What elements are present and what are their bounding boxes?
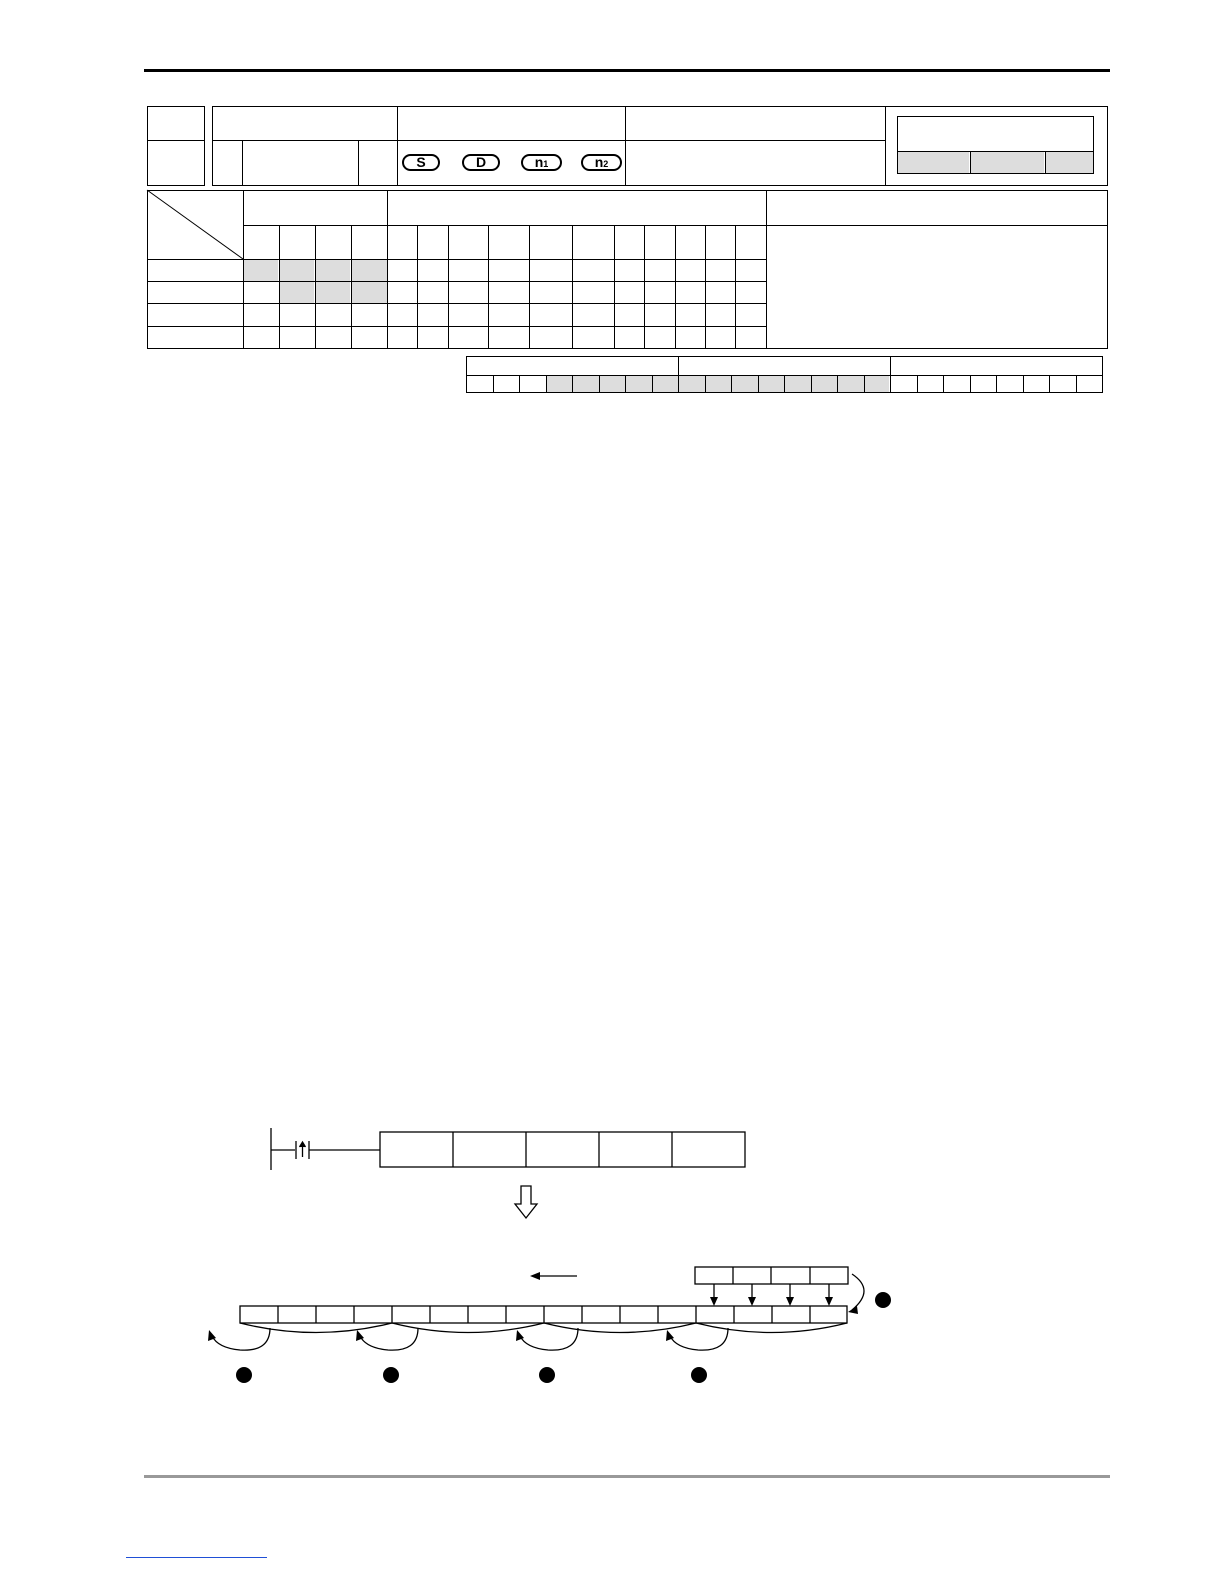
step-marker-icon <box>236 1367 252 1383</box>
series-strip-grid <box>0 0 1224 400</box>
footer-rule <box>144 1475 1110 1478</box>
instruction-fields <box>380 1132 745 1167</box>
shift-diagram <box>0 1100 1224 1400</box>
operand-n2-symbol: n2 <box>581 154 622 171</box>
step-marker-icon <box>539 1367 555 1383</box>
footer-link[interactable] <box>126 1557 267 1558</box>
step-marker-icon <box>383 1367 399 1383</box>
operand-n1-symbol: n1 <box>521 154 562 171</box>
operand-s-symbol: S <box>402 154 440 171</box>
step-marker-icon <box>875 1292 891 1308</box>
operand-d-symbol: D <box>462 154 500 171</box>
down-hollow-arrow-icon <box>515 1186 537 1218</box>
step-marker-icon <box>691 1367 707 1383</box>
